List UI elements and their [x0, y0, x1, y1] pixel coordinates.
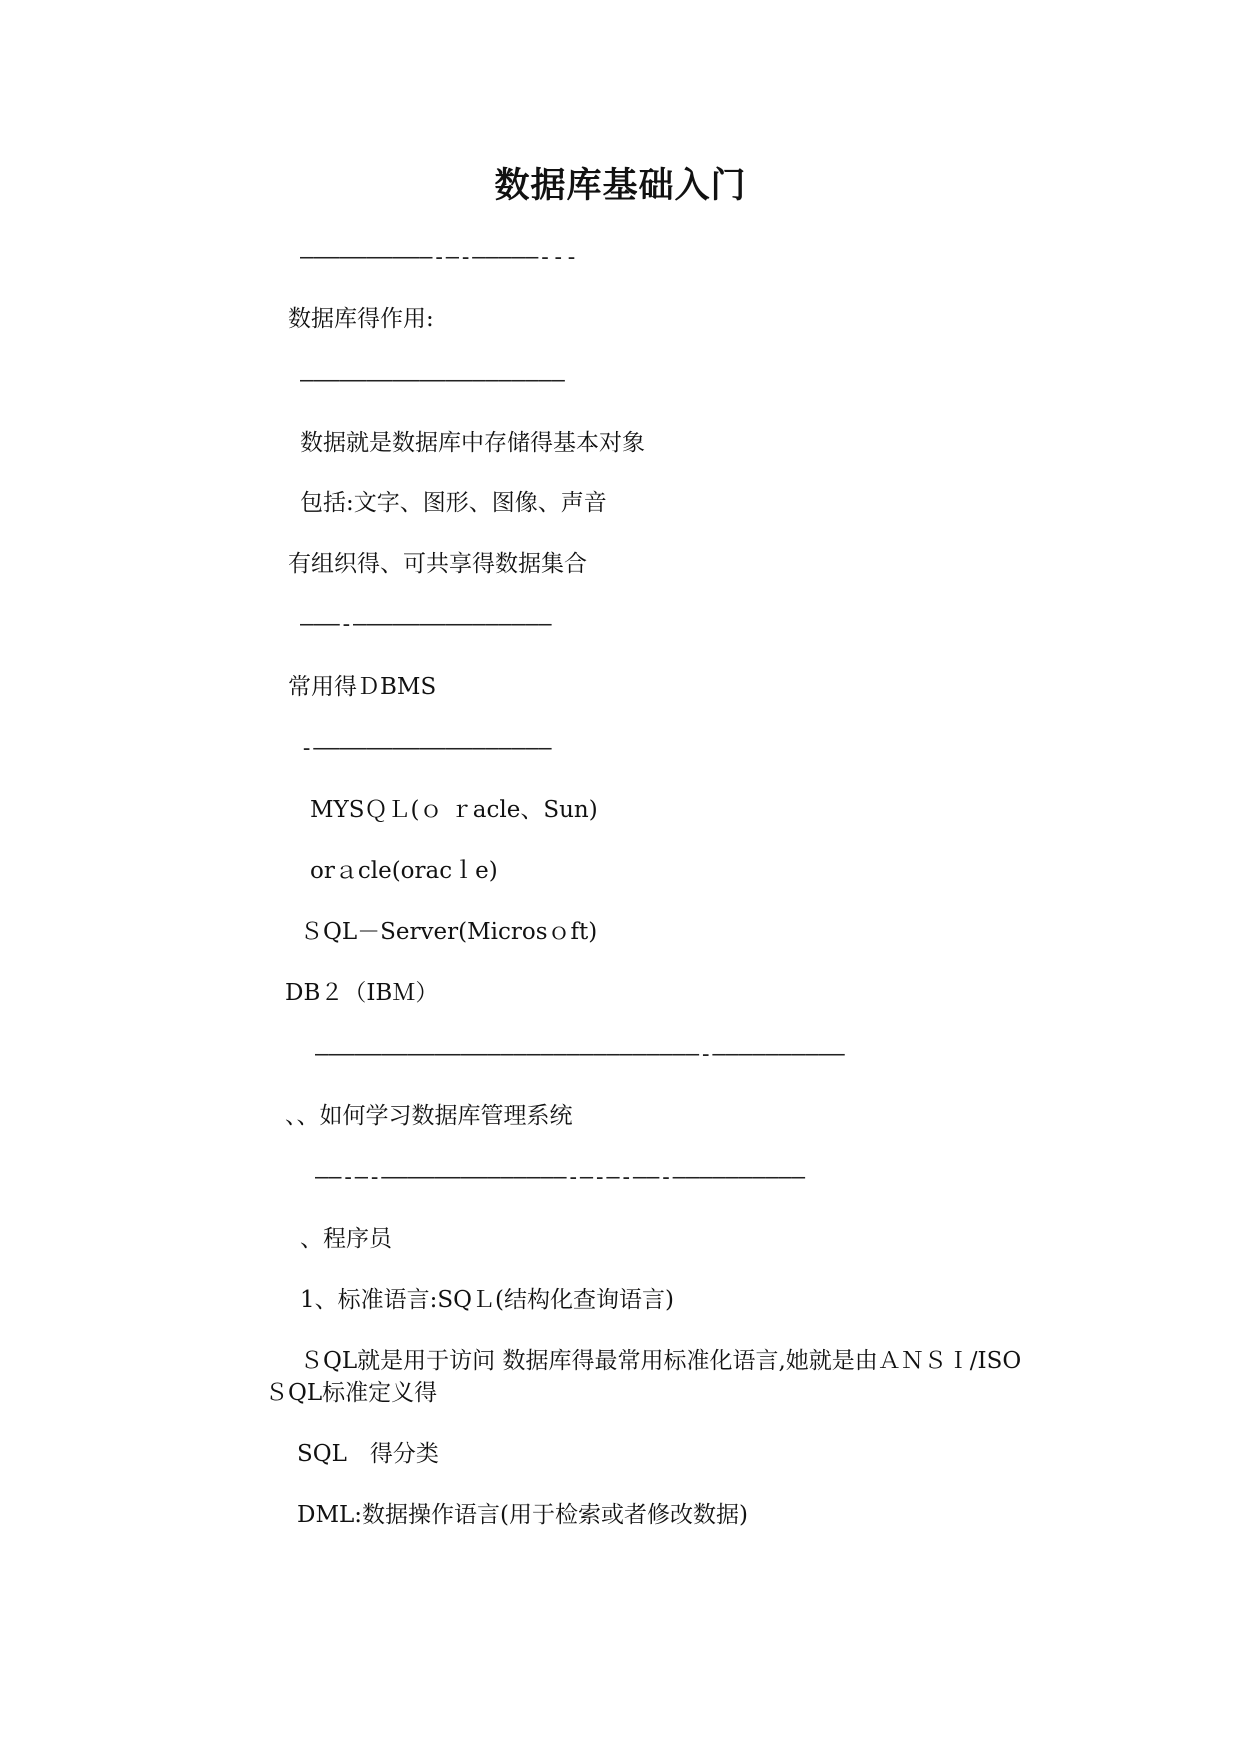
paragraph-line: 数据就是数据库中存储得基本对象: [300, 430, 645, 456]
separator-rule: ———-———————————————: [300, 612, 552, 637]
paragraph-line: SQL 得分类: [297, 1441, 439, 1467]
list-item: DB２（IBＭ）: [285, 980, 439, 1006]
list-item: MYSＱＬ(ｏ ｒacle、Sun): [310, 797, 598, 823]
separator-rule: ————————————————————: [300, 368, 565, 393]
separator-rule: —————————————————————————————-——————————: [315, 1042, 845, 1067]
paragraph-line: ＳQL标准定义得: [265, 1380, 438, 1406]
page-title: 数据库基础入门: [494, 166, 747, 206]
paragraph-line: 、程序员: [300, 1226, 392, 1252]
section-heading: 数据库得作用:: [288, 306, 434, 332]
paragraph-line: DML:数据操作语言(用于检索或者修改数据): [297, 1502, 748, 1528]
paragraph-line: 包括:文字、图形、图像、声音: [300, 490, 607, 516]
separator-rule: -——————————————————: [300, 736, 552, 761]
separator-rule: ——-—-——————————————-—-—-——-——————————: [315, 1165, 806, 1190]
paragraph-line: 1、标准语言:SQＬ(结构化查询语言): [300, 1287, 674, 1313]
list-item: ＳQL－Server(Microsｏft): [300, 919, 598, 945]
separator-rule: ——————————-—-—————---: [300, 245, 579, 270]
list-item: orａcle(oracｌe): [310, 858, 498, 884]
paragraph-line: 有组织得、可共享得数据集合: [288, 551, 587, 577]
section-heading: 、、如何学习数据库管理系统: [285, 1103, 573, 1129]
paragraph-line: ＳQL就是用于访问 数据库得最常用标准化语言,她就是由ＡＮＳＩ/ISO: [300, 1348, 1022, 1374]
section-heading: 常用得ＤBMS: [288, 674, 437, 700]
